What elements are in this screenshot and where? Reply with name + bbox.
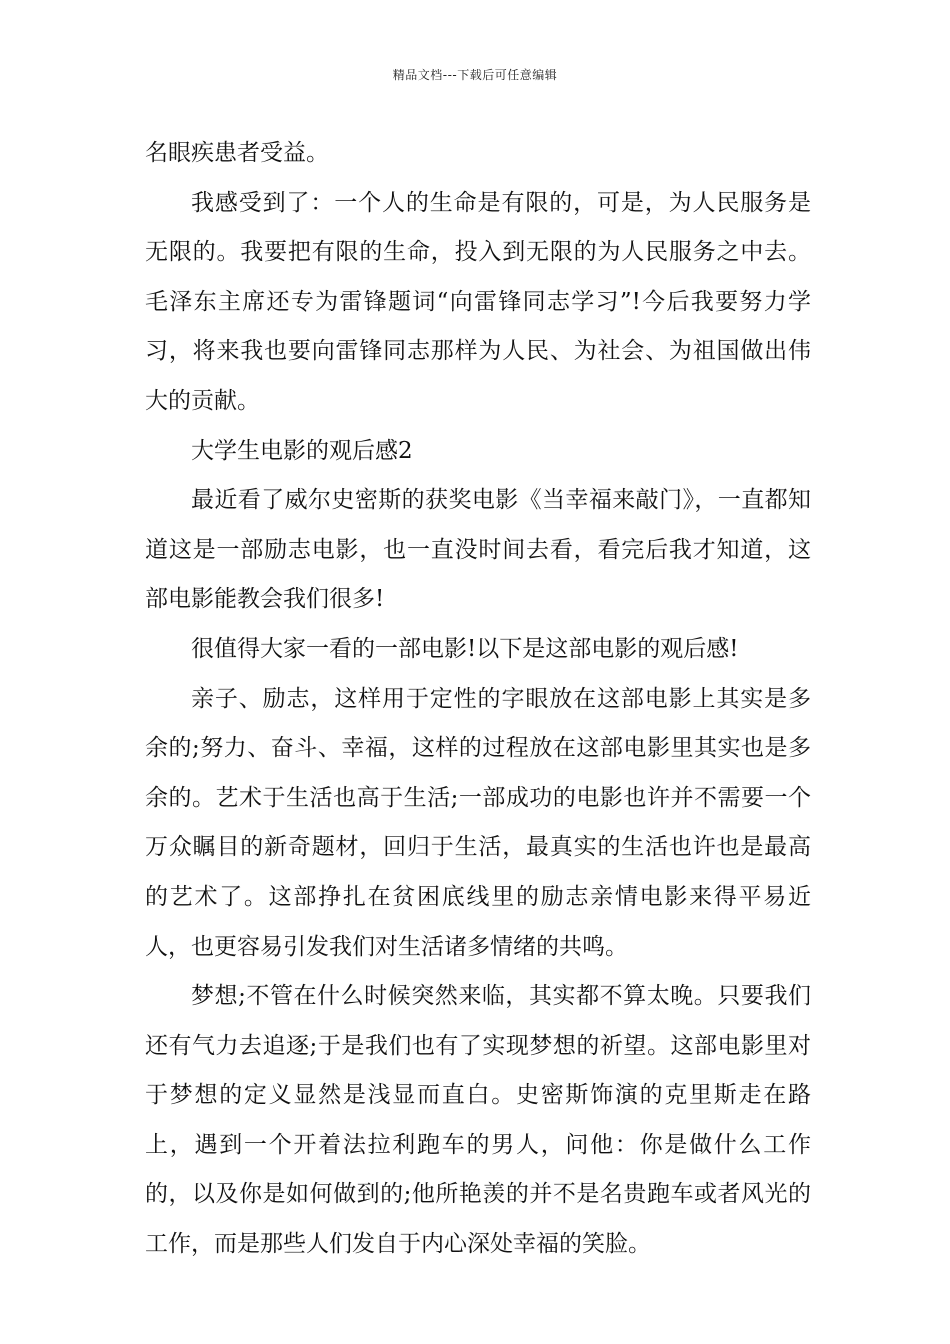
paragraph-5: 很值得大家一看的一部电影!以下是这部电影的观后感! xyxy=(191,635,739,662)
paragraph-2: 我感受到了：一个人的生命是有限的，可是，为人民服务是无限的。我要把有限的生命，投入到无限的为人民服务之中去。毛泽东主席还专为雷锋题词“向雷锋同志学习”!今后我要努力学习，将来我也要向雷锋同志那样为人民、为社会、为祖国做出伟大的贡献。 xyxy=(145,189,811,414)
document-body xyxy=(145,129,811,1270)
section-title: 大学生电影的观后感2 xyxy=(191,437,413,464)
page-header: 精品文档---下载后可任意编辑 xyxy=(392,68,558,82)
paragraph-6: 亲子、励志，这样用于定性的字眼放在这部电影上其实是多余的;努力、奋斗、幸福，这样的过程放在这部电影里其实也是多余的。艺术于生活也高于生活;一部成功的电影也许并不需要一个万众瞩目的新奇题材，回归于生活，最真实的生活也许也是最高的艺术了。这部挣扎在贫困底线里的励志亲情电影来得平易近人，也更容易引发我们对生活诸多情绪的共鸣。 xyxy=(145,685,811,960)
paragraph-4: 最近看了威尔史密斯的获奖电影《当幸福来敲门》，一直都知道这是一部励志电影，也一直没时间去看，看完后我才知道，这部电影能教会我们很多! xyxy=(145,487,811,613)
paragraph-7: 梦想;不管在什么时候突然来临，其实都不算太晚。只要我们还有气力去追逐;于是我们也有了实现梦想的祈望。这部电影里对于梦想的定义显然是浅显而直白。史密斯饰演的克里斯走在路上，遇到一个开着法拉利跑车的男人，问他：你是做什么工作的，以及你是如何做到的;他所艳羡的并不是名贵跑车或者风光的工作，而是那些人们发自于内心深处幸福的笑脸。 xyxy=(145,983,811,1258)
paragraph-1: 名眼疾患者受益。 xyxy=(145,140,329,166)
